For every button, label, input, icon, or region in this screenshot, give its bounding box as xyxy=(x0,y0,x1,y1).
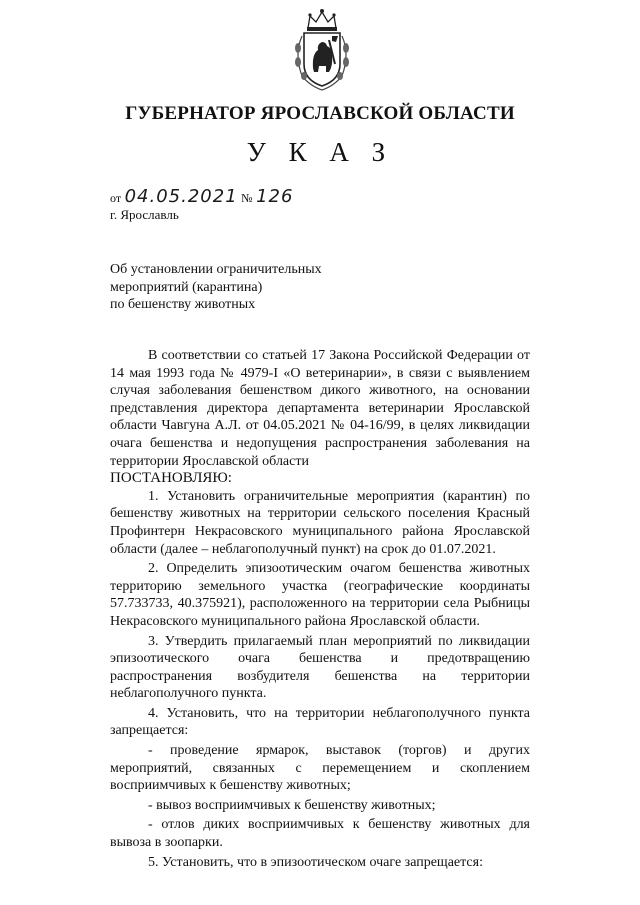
date-prefix: от xyxy=(110,191,122,205)
clause-1: 1. Установить ограничительные мероприятия (карантин) по бешенству животных на территории сельского поселения Красный Профинтерн Некрасовского муниципального района Ярославской области (далее – неблагополучный пункт) на срок до 01.07.2021. xyxy=(110,488,530,557)
subject-line: мероприятий (карантина) xyxy=(110,279,263,295)
document-type-title: У К А З xyxy=(246,137,394,167)
handwritten-date: 04.05.2021 xyxy=(124,186,238,207)
clause-4-subitem: - проведение ярмарок, выставок (торгов) и других мероприятий, связанных с перемещением и скоплением восприимчивых к бешенству животных; xyxy=(110,743,530,794)
subject-line: Об установлении ограничительных xyxy=(110,262,322,277)
date-number-line xyxy=(110,186,293,207)
clause-2: 2. Определить эпизоотическим очагом бешенства животных территорию земельного участка (географические координаты 57.733733, 40.375921), расположенного на территории села Рыбницы Некрасовского муниципального района Ярославской области. xyxy=(110,561,530,629)
issuer-heading: ГУБЕРНАТОР ЯРОСЛАВСКОЙ ОБЛАСТИ xyxy=(125,103,515,124)
clause-4-subitem: - отлов диких восприимчивых к бешенству животных для вывоза в зоопарки. xyxy=(110,817,530,851)
decree-body xyxy=(110,347,530,871)
subject-line: по бешенству животных xyxy=(110,297,256,312)
preamble-paragraph: В соответствии со статьей 17 Закона Российской Федерации от 14 мая 1993 года № 4979-I «О ветеринарии», в связи с выявлением случая заболевания бешенством дикого животного, на основании представления директора департамента ветеринарии Ярославской области Чавгуна А.Л. от 04.05.2021 № 04-16/99, в целях ликвидации очага бешенства и недопущения распространения заболевания на территории Ярославской области xyxy=(110,348,530,469)
coat-of-arms-emblem xyxy=(288,6,356,96)
clause-4-subitem: - вывоз восприимчивых к бешенству животных; xyxy=(148,797,436,813)
handwritten-number: 126 xyxy=(256,186,294,207)
clause-4: 4. Установить, что на территории неблагополучного пункта запрещается: xyxy=(110,705,530,739)
clause-5: 5. Установить, что в эпизоотическом очаге запрещается: xyxy=(148,854,483,870)
decree-subject xyxy=(110,261,400,314)
clause-3: 3. Утвердить прилагаемый план мероприятий по ликвидации эпизоотического очага бешенства и предотвращению распространения возбудителя бешенства на территории неблагополучного пункта. xyxy=(110,633,530,702)
city-label: г. Ярославль xyxy=(110,207,179,222)
decree-word: ПОСТАНОВЛЯЮ: xyxy=(110,470,232,487)
number-prefix: № xyxy=(241,191,253,205)
